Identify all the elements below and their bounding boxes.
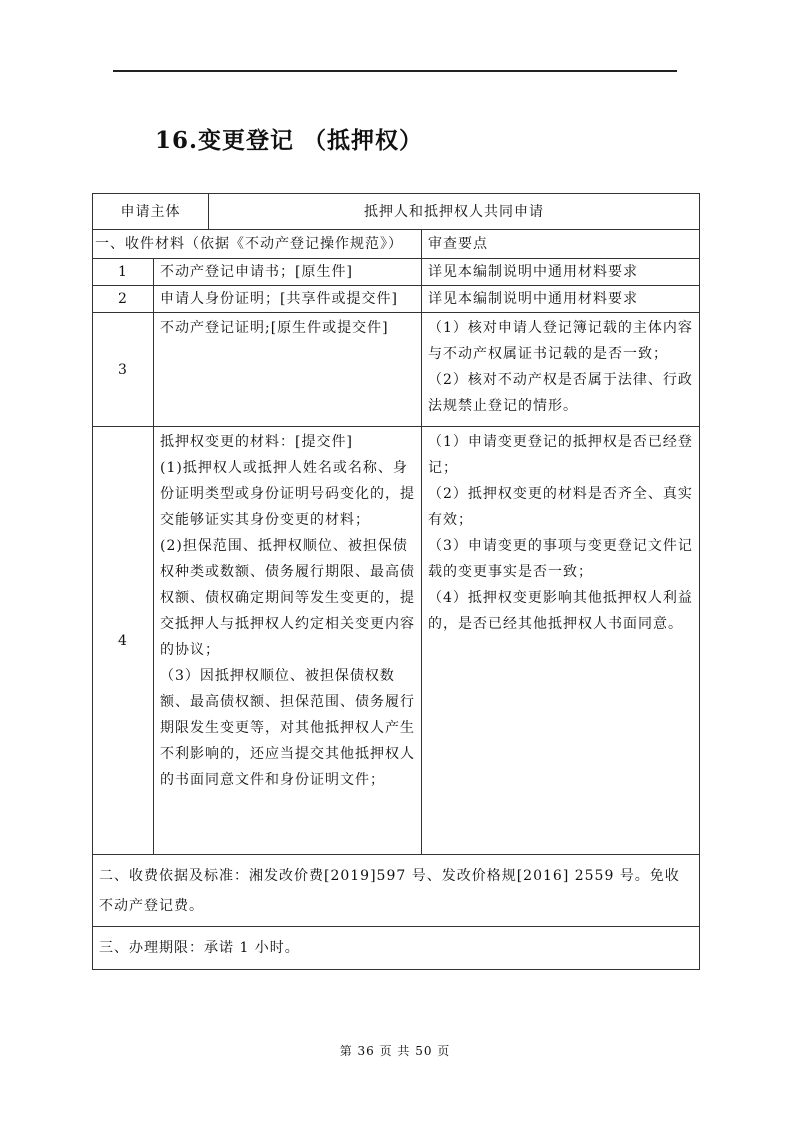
page-title: 16.变更登记 （抵押权） bbox=[155, 127, 424, 154]
material-cell: 不动产登记证明;[原生件或提交件] bbox=[154, 313, 422, 427]
applicant-row bbox=[93, 194, 700, 230]
registration-table bbox=[92, 193, 700, 970]
fee-row bbox=[93, 855, 700, 927]
material-cell: 申请人身份证明；[共享件或提交件] bbox=[154, 286, 422, 313]
header-row bbox=[93, 230, 700, 259]
material-cell: 抵押权变更的材料：[提交件] (1)抵押权人或抵押人姓名或名称、身份证明类型或身份证明号码变化的，提交能够证实其身份变更的材料； (2)担保范围、抵押权顺位、被担保债权种类或数额、债务履行期限、最高债权额、债权确定期间等发生变更的，提交抵押人与抵押权人约定相关变更内容的协议； （3）因抵押权顺位、被担保债权数额、最高债权额、担保范围、债务履行期限发生变更等，对其他抵押权人产生不利影响的，还应当提交其他抵押权人的书面同意文件和身份证明文件； bbox=[154, 427, 422, 855]
header-rule bbox=[113, 70, 677, 72]
row-number: 4 bbox=[93, 427, 154, 855]
row-number: 2 bbox=[93, 286, 154, 313]
row-number: 1 bbox=[93, 259, 154, 286]
fee-text: 二、收费依据及标准：湘发改价费[2019]597 号、发改价格规[2016] 2559 号。免收不动产登记费。 bbox=[93, 855, 700, 927]
review-cell: 详见本编制说明中通用材料要求 bbox=[422, 259, 700, 286]
review-cell: 详见本编制说明中通用材料要求 bbox=[422, 286, 700, 313]
table-row bbox=[93, 286, 700, 313]
table-row bbox=[93, 313, 700, 427]
applicant-label: 申请主体 bbox=[93, 194, 209, 230]
row-number: 3 bbox=[93, 313, 154, 427]
page-footer: 第 36 页 共 50 页 bbox=[339, 1044, 451, 1058]
table-row bbox=[93, 259, 700, 286]
review-cell: （1）申请变更登记的抵押权是否已经登记； （2）抵押权变更的材料是否齐全、真实有效； （3）申请变更的事项与变更登记文件记载的变更事实是否一致； （4）抵押权变更影响其他抵押权人利益的，是否已经其他抵押权人书面同意。 bbox=[422, 427, 700, 855]
period-row bbox=[93, 927, 700, 970]
review-header: 审查要点 bbox=[422, 230, 700, 259]
applicant-value: 抵押人和抵押权人共同申请 bbox=[209, 194, 700, 230]
table-row bbox=[93, 427, 700, 855]
period-text: 三、办理期限：承诺 1 小时。 bbox=[93, 927, 700, 970]
material-cell: 不动产登记申请书；[原生件] bbox=[154, 259, 422, 286]
review-cell: （1）核对申请人登记簿记载的主体内容与不动产权属证书记载的是否一致； （2）核对不动产权是否属于法律、行政法规禁止登记的情形。 bbox=[422, 313, 700, 427]
materials-header: 一、收件材料（依据《不动产登记操作规范》） bbox=[93, 230, 422, 259]
